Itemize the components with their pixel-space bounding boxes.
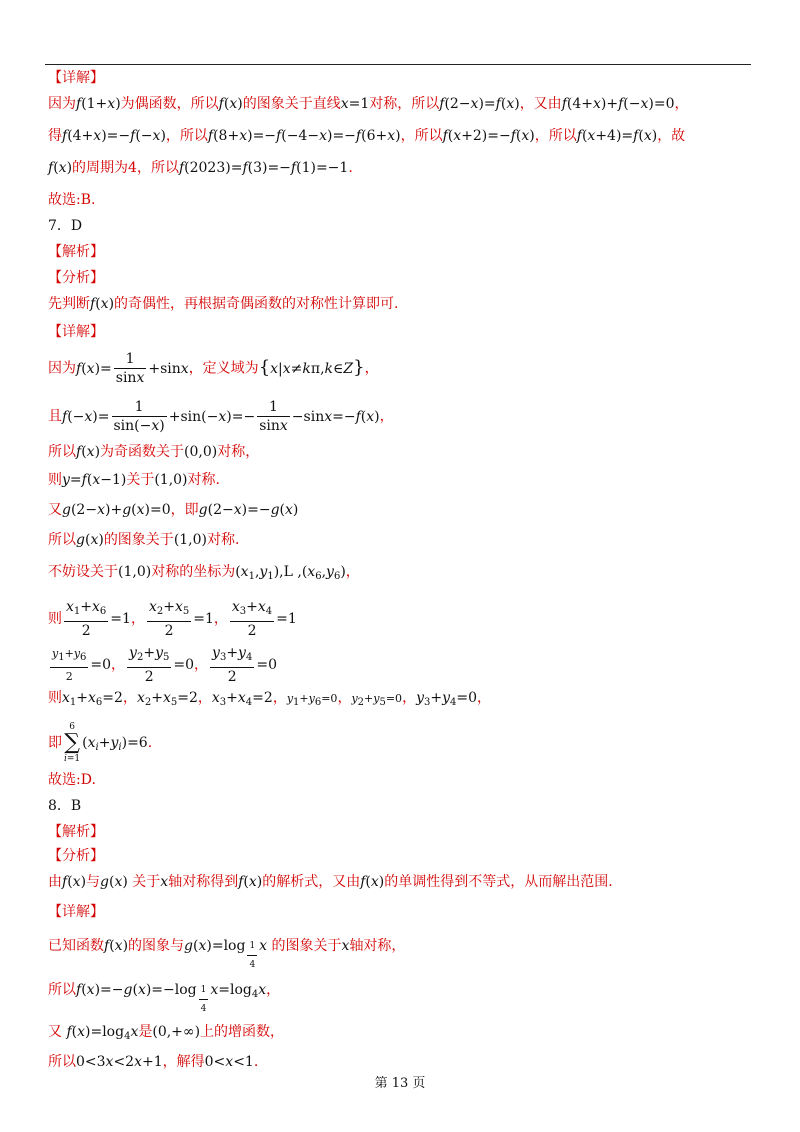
- q6-line-3: f(x)的周期为4，所以f(2023)=f(3)=−f(1)=−1.: [48, 160, 353, 176]
- q7-line-3: 所以f(x)为奇函数关于(0,0)对称，: [48, 444, 260, 460]
- q7-line-5: 又g(2−x)+g(x)=0，即g(2−x)=−g(x): [48, 502, 299, 518]
- q8-fenxi: 由f(x)与g(x) 关于x轴对称得到f(x)的解析式，又由f(x)的单调性得到不等式，从而解出范围.: [48, 874, 613, 890]
- q8-line-3: 又 $f(x)=\log_4x$是(0,+∞)上的增函数，: [48, 1024, 285, 1042]
- q7-line-7: 不妨设关于(1,0)对称的坐标为$(x_1,y_1),L$ $,(x_6,y_6)$，: [48, 564, 360, 582]
- q8-fenxi-tag: 【分析】: [48, 848, 104, 864]
- q8-line-4: 所以0<3x<2x+1，解得0<x<1.: [48, 1054, 259, 1070]
- q8-line-2: 所以f(x)=−g(x)=−log $\frac{1}{4}$ $x=\log_4x$，: [48, 982, 281, 1014]
- q7-line-8: 则 $\frac{x_1+x_6}{2}$ =1， $\frac{x_2+x_5}{2}$ =1， $\frac{x_3+x_4}{2}$ =1: [48, 599, 297, 639]
- q7-number: 7．D: [48, 218, 83, 234]
- q7-fenxi: 先判断f(x)的奇偶性，再根据奇偶函数的对称性计算即可.: [48, 296, 399, 312]
- q8-number: 8．B: [48, 798, 82, 814]
- q7-answer: 故选:D.: [48, 772, 96, 788]
- q7-fenxi-tag: 【分析】: [48, 270, 104, 286]
- detail-tag-q6: 【详解】: [48, 70, 104, 86]
- q7-line-10: 则$x_1+x_6=2$，$x_2+x_5=2$，$x_3+x_4=2$，y1+y6=0，y2+y5=0，$y_3+y_4=0$，: [48, 690, 492, 708]
- q6-line-2: 得f(4+x)=−f(−x)，所以f(8+x)=−f(−4−x)=−f(6+x)，所以f(x+2)=−f(x)，所以f(x+4)=f(x)，故: [48, 128, 686, 144]
- q7-detail-tag: 【详解】: [48, 324, 104, 340]
- q7-line-11: 即 6 ∑ i=1 $(x_i+y_i)=6$.: [48, 722, 153, 764]
- q7-line-6: 所以g(x)的图象关于(1,0)对称.: [48, 532, 240, 548]
- q6-answer: 故选:B.: [48, 192, 96, 208]
- q7-analysis-tag: 【解析】: [48, 244, 104, 260]
- q8-analysis-tag: 【解析】: [48, 824, 104, 840]
- page-footer: 第 13 页: [374, 1076, 426, 1091]
- q8-detail-tag: 【详解】: [48, 904, 104, 920]
- top-rule: [45, 64, 751, 65]
- q7-line-1: 因为f(x)= $\frac{1}{\sin x}$ +sinx，定义域为{x|x≠kπ,k∈Z}，: [48, 351, 379, 386]
- q6-line-1: 因为f(1+x)为偶函数，所以f(x)的图象关于直线x=1对称，所以f(2−x)=f(x)，又由f(4+x)+f(−x)=0，: [48, 96, 689, 112]
- q8-line-1: 已知函数f(x)的图象与g(x)=log $\frac{1}{4}$ x 的图象关于x轴对称，: [48, 938, 406, 970]
- q7-line-2: 且f(−x)= $\frac{1}{\sin(-x)}$ +sin(−x)=− $\frac{1}{\sin x}$ −sinx=−f(x)，: [48, 399, 394, 434]
- q7-line-9: $\frac{y1+y6}{2}$ =0， $\frac{y_2+y_5}{2}$ =0， $\frac{y_3+y_4}{2}$ =0: [52, 645, 277, 685]
- q7-line-4: 则y=f(x−1)关于(1,0)对称.: [48, 472, 220, 488]
